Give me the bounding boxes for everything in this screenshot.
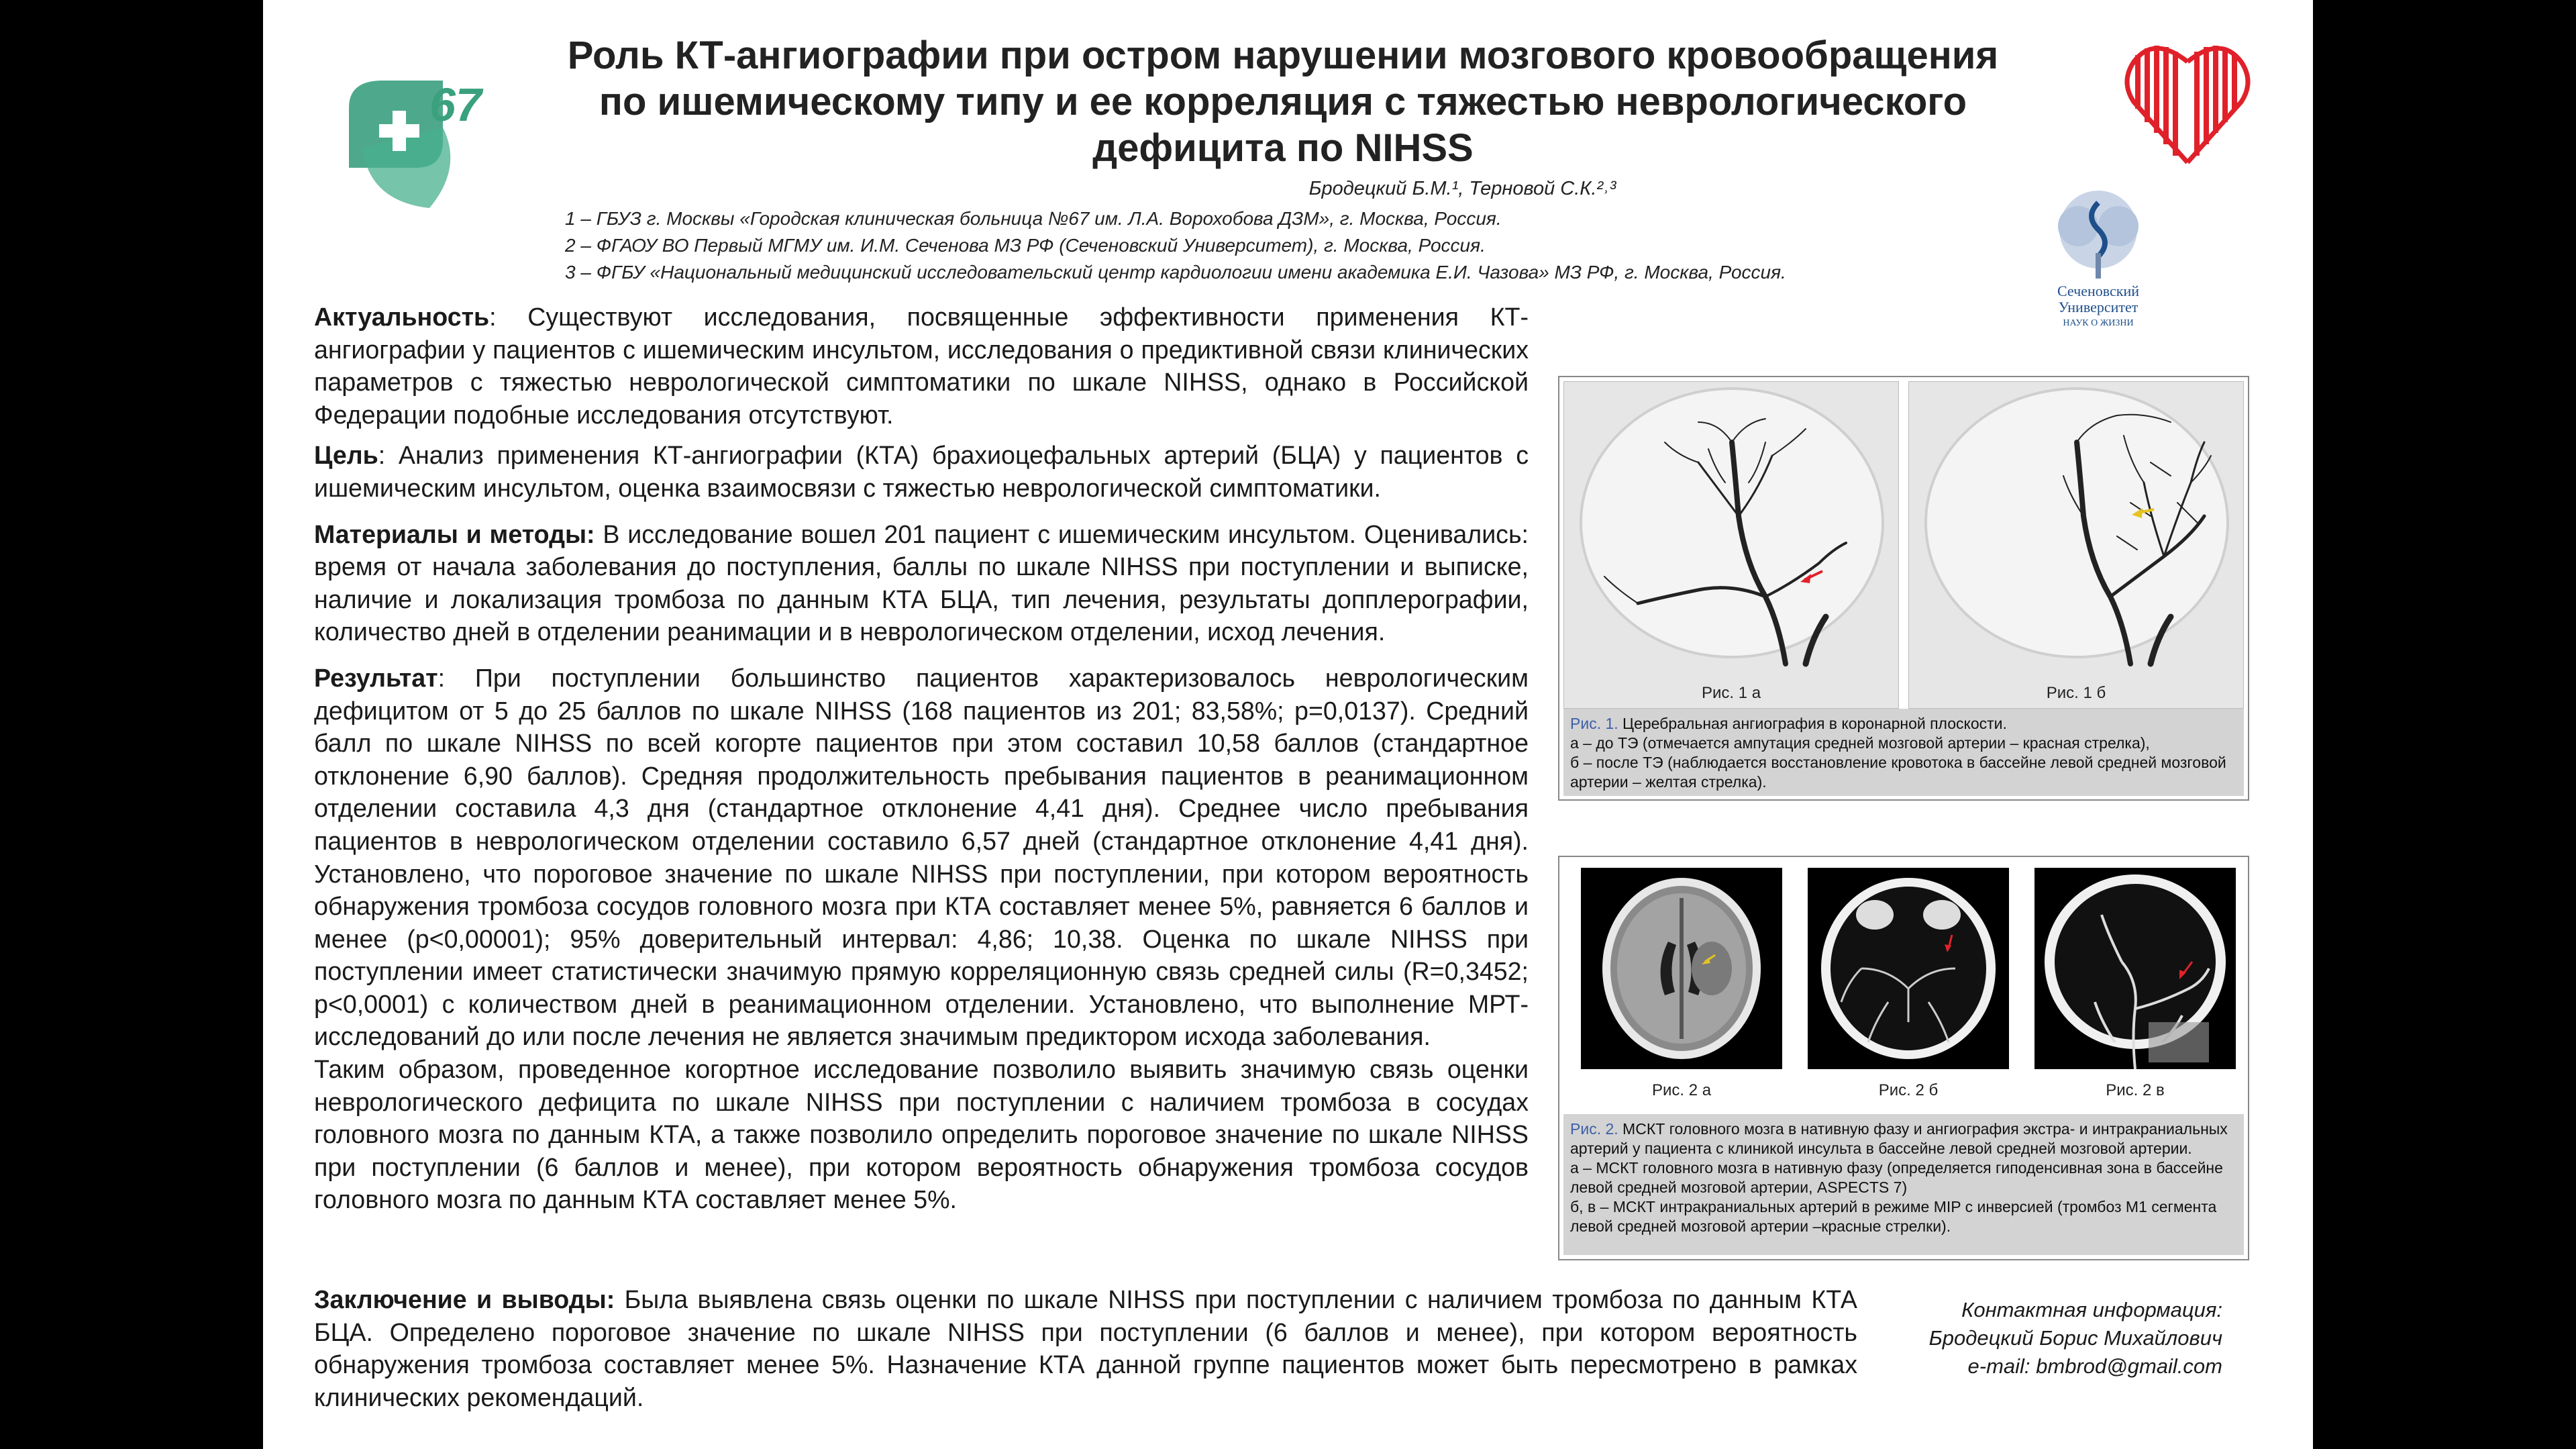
section-methods bbox=[314, 518, 1529, 648]
angiogram-1b bbox=[1908, 381, 2244, 709]
authors bbox=[263, 178, 2313, 200]
hospital-67-logo bbox=[342, 67, 497, 228]
authors-text: Бродецкий Б.М.¹, Терновой С.К.²˒³ bbox=[1308, 178, 1616, 199]
sechenov-name-line-1: Сеченовский bbox=[2057, 283, 2140, 299]
result-summary: Таким образом, проведенное когортное исследование позволило выявить значимую связь оценки неврологического дефицита по шкале NIHSS при поступлении с наличием тромбоза в сосудах головного мозга по данным КТА, а также позволило определить пороговое значение по шкале NIHSS при поступлении (6 баллов и менее), при котором вероятность обнаружения тромбоза сосудов головного мозга по данным КТА составляет менее 5%. bbox=[314, 1055, 1529, 1214]
poster bbox=[263, 0, 2313, 1449]
ct-scan-2a bbox=[1581, 868, 1782, 1119]
section-relevance bbox=[314, 301, 1529, 431]
conclusion-heading: Заключение и выводы: bbox=[314, 1285, 615, 1313]
sechenov-name-line-2: Университет bbox=[2058, 299, 2139, 315]
affiliations bbox=[565, 205, 2041, 286]
caption-1b: Рис. 1 б bbox=[2046, 684, 2106, 702]
cardiology-center-logo bbox=[2120, 28, 2255, 169]
figure-2-legend-a: а – МСКТ головного мозга в нативную фазу (определяется гиподенсивная зона в бассейне левой средней мозговой артерии, ASPECTS 7) bbox=[1570, 1159, 2223, 1196]
relevance-heading: Актуальность bbox=[314, 303, 490, 331]
figure-2-label: Рис. 2. bbox=[1570, 1120, 1618, 1138]
caption-2a: Рис. 2 а bbox=[1651, 1081, 1712, 1099]
title-line-1: Роль КТ-ангиографии при остром нарушении мозгового кровообращения bbox=[567, 34, 1999, 77]
ct-scan-2c bbox=[2034, 868, 2236, 1119]
contact-info bbox=[1873, 1296, 2222, 1381]
result-heading: Результат bbox=[314, 663, 438, 692]
goal-heading: Цель bbox=[314, 441, 378, 470]
methods-heading: Материалы и методы: bbox=[314, 519, 595, 548]
affiliation-1: 1 – ГБУЗ г. Москвы «Городская клиническая больница №67 им. Л.А. Ворохобова ДЗМ», г. Москва, Россия. bbox=[565, 208, 1502, 229]
sechenov-motto: НАУК О ЖИЗНИ bbox=[2063, 318, 2134, 328]
tree-icon bbox=[2045, 189, 2152, 280]
main-text bbox=[314, 301, 1529, 1224]
caption-2c: Рис. 2 в bbox=[2106, 1081, 2165, 1099]
caption-1a: Рис. 1 а bbox=[1701, 684, 1761, 702]
title-line-3: дефицита по NIHSS bbox=[1092, 126, 1474, 170]
section-result bbox=[314, 662, 1529, 1053]
figure-1 bbox=[1558, 376, 2249, 801]
contact-email: e-mail: bmbrod@gmail.com bbox=[1967, 1354, 2222, 1378]
figure-1-legend bbox=[1563, 709, 2244, 796]
angiogram-1a bbox=[1563, 381, 1899, 709]
sechenov-university-logo bbox=[2034, 189, 2162, 337]
methods-text: В исследование вошел 201 пациент с ишемическим инсультом. Оценивались: время от начала заболевания до поступления, баллы по шкале NIHSS при поступлении и выписке, наличие и локализация тромбоза по данным КТА БЦА, тип лечения, результаты допплерографии, количество дней в отделении реанимации и в неврологическом отделении, исход лечения. bbox=[314, 519, 1529, 646]
affiliation-3: 3 – ФГБУ «Национальный медицинский исследовательский центр кардиологии имени академика Е.И. Чазова» МЗ РФ, г. Москва, Россия. bbox=[565, 262, 1786, 283]
conclusion-text: Была выявлена связь оценки по шкале NIHSS при поступлении с наличием тромбоза по данным КТА БЦА. Определено пороговое значение по шкале NIHSS при поступлении (6 баллов и менее), при котором вероятность обнаружения тромбоза составляет менее 5%. Назначение КТА данной группе пациентов может быть пересмотрено в рамках клинических рекомендаций. bbox=[314, 1285, 1857, 1411]
contact-name: Бродецкий Борис Михайлович bbox=[1928, 1326, 2222, 1350]
contact-heading: Контактная информация: bbox=[1961, 1298, 2222, 1321]
ct-scan-2b bbox=[1808, 868, 2009, 1119]
figure-1-label: Рис. 1. bbox=[1570, 715, 1618, 732]
figure-1-legend-a: а – до ТЭ (отмечается ампутация средней мозговой артерии – красная стрелка), bbox=[1570, 734, 2150, 752]
affiliation-2: 2 – ФГАОУ ВО Первый МГМУ им. И.М. Сеченова МЗ РФ (Сеченовский Университет), г. Москва, Россия. bbox=[565, 235, 1486, 256]
section-goal bbox=[314, 439, 1529, 504]
section-conclusion bbox=[314, 1283, 1857, 1413]
result-text: : При поступлении большинство пациентов характеризовалось неврологическим дефицитом от 5 до 25 баллов по шкале NIHSS (168 пациентов из 201; 83,58%; p=0,0137). Средний балл по шкале NIHSS по всей когорте пациентов при этом составил 10,58 баллов (стандартное отклонение 6,90 баллов). Средняя продолжительность пребывания пациентов в реанимационном отделении составила 4,3 дня (стандартное отклонение 4,41 дня). Среднее число пребывания пациентов в неврологическом отделении составило 6,57 дней (стандартное отклонение 4,41 дня). Установлено, что пороговое значение по шкале NIHSS при поступлении, при котором вероятность обнаружения тромбоза сосудов головного мозга при КТА составляет менее 5%, равняется 6 баллов и менее (p<0,00001); 95% доверительный интервал: 4,86; 10,38. Оценка по шкале NIHSS при поступлении имеет статистически значимую прямую корреляционную связь средней силы (R=0,3452; p<0,0001) с количеством дней в реанимационном отделении. Установлено, что выполнение МРТ-исследований до или после лечения не является значимым предиктором исхода заболевания. bbox=[314, 663, 1529, 1051]
figure-2-title: МСКТ головного мозга в нативную фазу и ангиография экстра- и интракраниальных артерий у пациента с клиникой инсульта в бассейне левой средней мозговой артерии. bbox=[1570, 1120, 2228, 1157]
figure-2-legend bbox=[1563, 1114, 2244, 1255]
figure-2-legend-b: б, в – МСКТ интракраниальных артерий в режиме MIP с инверсией (тромбоз М1 сегмента левой средней мозговой артерии –красные стрелки). bbox=[1570, 1198, 2217, 1235]
figure-2 bbox=[1558, 856, 2249, 1260]
figure-1-title: Церебральная ангиография в коронарной плоскости. bbox=[1618, 715, 2007, 732]
relevance-text: : Существуют исследования, посвященные эффективности применения КТ-ангиографии у пациентов с ишемическим инсультом, исследования о предиктивной связи клинических параметров с тяжестью неврологической симптоматики по шкале NIHSS, однако в Российской Федерации подобные исследования отсутствуют. bbox=[314, 303, 1529, 429]
figure-1-legend-b: б – после ТЭ (наблюдается восстановление кровотока в бассейне левой средней мозговой артерии – желтая стрелка). bbox=[1570, 754, 2226, 791]
caption-2b: Рис. 2 б bbox=[1878, 1081, 1939, 1099]
poster-title bbox=[518, 32, 2048, 171]
goal-text: : Анализ применения КТ-ангиографии (КТА) брахиоцефальных артерий (БЦА) у пациентов с ишемическим инсультом, оценка взаимосвязи с тяжестью неврологической симптоматики. bbox=[314, 441, 1529, 502]
logo-number: 67 bbox=[429, 79, 482, 131]
title-line-2: по ишемическому типу и ее корреляция с тяжестью неврологического bbox=[599, 80, 1967, 123]
